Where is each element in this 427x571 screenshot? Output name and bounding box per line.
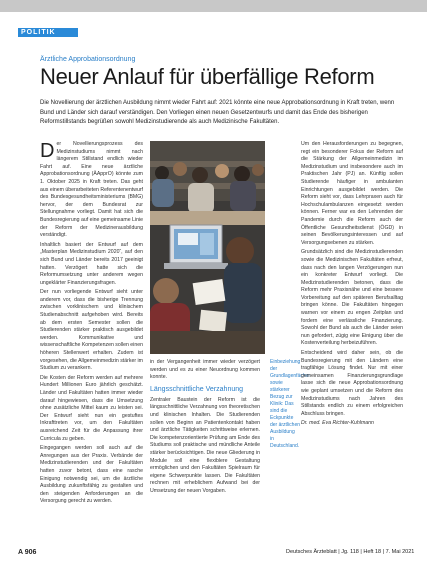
paragraph: Der nun vorliegende Entwurf sieht unter anderem vor, dass die bisherige Trennung zwischen vorklinischem und klinischem Studienabschnitt aufgehoben wird. Bereits ab dem ersten Semester sollen die Studierenden stärker praktisch ausgebildet werden. Kommunikative und wissenschaftliche Kompetenzen sollen einen höheren Stellenwert erhalten. Zudem ist vorgesehen, die Allgemeinmedizin stärker im Studium zu verankern. (40, 289, 143, 372)
lecture-hall-image (150, 141, 265, 354)
article-author: Dr. med. Eva Richter-Kuhlmann (301, 420, 374, 427)
author-line (301, 420, 403, 428)
drop-cap: D (40, 141, 55, 162)
caption-text: Einbeziehung der Grundlagenfächer sowie stärkerer Bezug zur Klinik: Das sind die Eckpunkte der ärztlichen Ausbildung in Deutschland. (270, 359, 311, 449)
article-column-1 (40, 141, 143, 538)
article-photo (150, 141, 265, 354)
photo-caption (270, 359, 311, 450)
paragraph: Inhaltlich basiert der Entwurf auf dem „Masterplan Medizinstudium 2020“, auf den sich Bund und Länder bereits 2017 geeinigt hatten. Verzögert hatte sich die Reformumsetzung unter anderem wegen ungeklärter Finanzierungsfragen. (40, 241, 143, 286)
paragraph: Eingegangen werden soll auch auf die Anregungen aus der Praxis. Verbände der Medizinstudierenden und der Fakultäten hatten zuvor betont, dass eine rasche Einigung notwendig sei, um die ärztliche Ausbildung zukunftsfähig zu gestalten und den steigenden Anforderungen an die Versorgung gerecht zu werden. (40, 445, 143, 505)
article-column-2 (150, 359, 260, 537)
article-column-3 (301, 141, 403, 538)
paragraph: in der Vergangenheit immer wieder verzögert werden und es zu einer Neuordnung kommen konnte. (150, 359, 260, 381)
article-lead: Die Novellierung der ärztlichen Ausbildung nimmt wieder Fahrt auf: 2021 könnte eine neue Approbationsordnung in Kraft treten, wenn Bund und Länder sich darauf verständigen. Den Vorliegen einen neuen Gesetzentwurfs und damit das Ende des bisherigen Reformstillstands begrüßen sowohl Medizinstudierende als auch Medizinische Fakultäten. (40, 100, 395, 125)
journal-reference: Deutsches Ärzteblatt | Jg. 118 | Heft 18 | 7. Mai 2021 (286, 549, 415, 555)
article-kicker: Ärztliche Approbationsordnung (40, 56, 136, 63)
section-label: POLITIK (18, 28, 78, 37)
paragraph: Zentraler Baustein der Reform ist die längsschnittliche Verzahnung von theoretischen und klinischen Inhalten. Die Studierenden sollen von Beginn an Patientenkontakt haben und ärztliche Tätigkeiten schrittweise erlernen. Die kompetenzorientierte Prüfung am Ende des Studiums soll praktische und mündliche Anteile stärker berücksichtigen. Die neue Gliederung in Module soll eine flexiblere Gestaltung ermöglichen und den Fakultäten Spielraum für eigene Schwerpunkte lassen. Die Fakultäten rechnen mit erheblichem Aufwand bei der Umsetzung der neuen Vorgaben. (150, 396, 260, 494)
article-subhead: Längsschnittliche Verzahnung (150, 385, 244, 393)
page-number: A 906 (18, 549, 37, 556)
paragraph: Entscheidend wird daher sein, ob die Bundesregierung mit den Ländern eine tragfähige Lösung findet. Nur mit einer gemeinsamen Finanzierungsgrundlage lasse sich die neue Approbationsordnung wie geplant umsetzen und die Reform des Medizinstudiums nach Jahren des Stillstands endlich zu einem erfolgreichen Abschluss bringen. (301, 350, 403, 417)
article-headline: Neuer Anlauf für überfällige Reform (40, 64, 375, 89)
top-bar (0, 0, 427, 12)
paragraph: Der Novellierungsprozess des Medizinstudiums nimmt nach längerem Stillstand endlich wieder Fahrt auf. Eine neue ärztliche Approbationsordnung (ÄApprO) könnte zum 1. Oktober 2025 in Kraft treten. Das geht aus einem überarbeiteten Referentenentwurf des Bundesgesundheitsministeriums (BMG) hervor, der dem Bundesrat zur Stellungnahme vorliegt. Damit hat sich die Bundesregierung auf eine gemeinsame Linie der Reform der Medizinerausbildung verständigt. (40, 141, 143, 239)
paragraph: Die Kosten der Reform werden auf mehrere Hundert Millionen Euro jährlich geschätzt. Länder und Fakultäten hatten immer wieder darauf hingewiesen, dass die Umsetzung ohne zusätzliche Mittel kaum zu leisten sei. Der Entwurf sieht nun ein gestuftes Inkrafttreten vor, um den Fakultäten ausreichend Zeit für die Anpassung ihrer Curricula zu geben. (40, 374, 143, 442)
paragraph: Grundsätzlich sind die Medizinstudierenden sowie die Medizinischen Fakultäten erfreut, dass nach den langen Verzögerungen nun ein konkreter Entwurf vorliegt. Die Medizinstudierenden betonen, dass die Reform mehr Praxisnähe und eine bessere Vorbereitung auf den späteren Berufsalltag bringen könne. Die Fakultäten hingegen warnen vor einem zu engen Zeitplan und fordern eine verlässliche Finanzierung. Sowohl der Bund als auch die Länder seien nun gefordert, zügig eine Einigung über die Kostenverteilung herbeizuführen. (301, 249, 403, 347)
paragraph: Um den Herausforderungen zu begegnen, regt ein besonderer Fokus der Reform auf die Stärkung der Allgemeinmedizin im Medizinstudium und insbesondere auch im Praktischen Jahr (PJ) an. Künftig sollen Studierende häufiger in ambulanten Einrichtungen ausgebildet werden. Die Reform sieht vor, dass Lehrpraxen auch für Hochschulambulanzen eingesetzt werden können. Ferner war es den Lehrenden der Pandemie durch die Reform auch der Öffentliche Gesundheitsdienst (ÖGD) in seinen Bevölkerungsinteressen und auf Versorgungsebenen zu stärken. (301, 141, 403, 246)
